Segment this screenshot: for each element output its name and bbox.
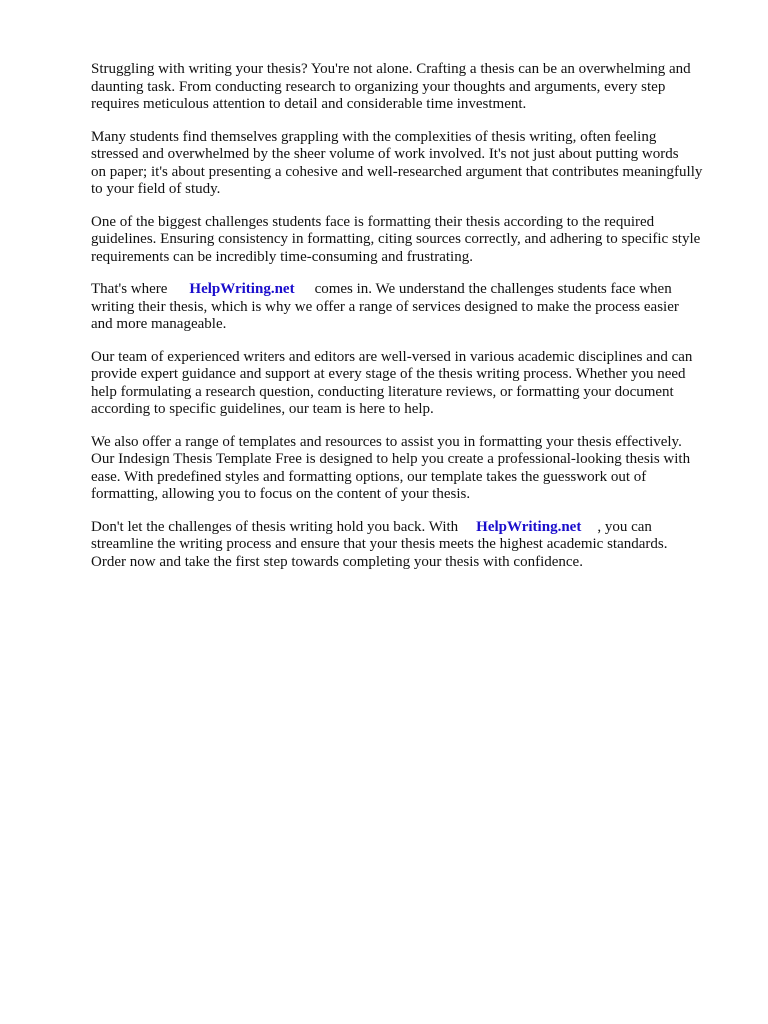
paragraph-formatting [91,214,731,267]
text-segment: That's where [91,281,168,297]
text-line: streamline the writing process and ensure that your thesis meets the highest academic standards. [91,536,668,552]
text-line: to your field of study. [91,181,221,197]
text-line: One of the biggest challenges students face is formatting their thesis according to the required [91,213,655,230]
text-segment: Don't let the challenges of thesis writing hold you back. With [91,518,459,535]
text-line: ease. With predefined styles and formatting options, our template takes the guesswork out of [91,468,647,485]
text-line: requires meticulous attention to detail and considerable time investment. [91,96,527,112]
paragraph-closing [91,519,731,572]
text-line: according to specific guidelines, our team is here to help. [91,401,434,417]
paragraph-service [91,281,731,334]
text-segment: , you can [597,518,652,535]
text-line: formatting, allowing you to focus on the content of your thesis. [91,486,471,502]
text-line: Our Indesign Thesis Template Free is designed to help you create a professional-looking thesis with [91,451,691,467]
text-line: Our team of experienced writers and editors are well-versed in various academic disciplines and can [91,348,693,365]
text-line: Order now and take the first step towards completing your thesis with confidence. [91,553,583,570]
text-line: daunting task. From conducting research to organizing your thoughts and arguments, every step [91,78,666,95]
text-line-with-link [91,519,731,537]
text-line: stressed and overwhelmed by the sheer volume of work involved. It's not just about putting words [91,146,679,162]
helpwriting-link[interactable]: HelpWriting.net [189,281,295,297]
text-line-with-link [91,281,731,299]
paragraph-templates [91,434,731,504]
text-line: Struggling with writing your thesis? You're not alone. Crafting a thesis can be an overwhelming and [91,61,691,77]
paragraph-struggles [91,129,731,199]
paragraph-team [91,349,731,419]
text-line: writing their thesis, which is why we offer a range of services designed to make the process easier [91,298,679,315]
paragraph-intro [91,61,731,114]
text-line: guidelines. Ensuring consistency in formatting, citing sources correctly, and adhering to specific style [91,231,701,247]
text-line: on paper; it's about presenting a cohesive and well-researched argument that contributes meaningfully [91,163,703,180]
text-line: requirements can be incredibly time-consuming and frustrating. [91,248,473,265]
text-line: Many students find themselves grappling with the complexities of thesis writing, often feeling [91,128,657,145]
text-line: provide expert guidance and support at every stage of the thesis writing process. Whether you need [91,366,686,382]
text-line: and more manageable. [91,316,227,332]
text-line: help formulating a research question, conducting literature reviews, or formatting your document [91,383,674,400]
helpwriting-link[interactable]: HelpWriting.net [476,518,582,535]
text-segment: comes in. We understand the challenges students face when [314,281,672,297]
text-line: We also offer a range of templates and resources to assist you in formatting your thesis effectively. [91,433,682,450]
document-body [91,61,731,586]
